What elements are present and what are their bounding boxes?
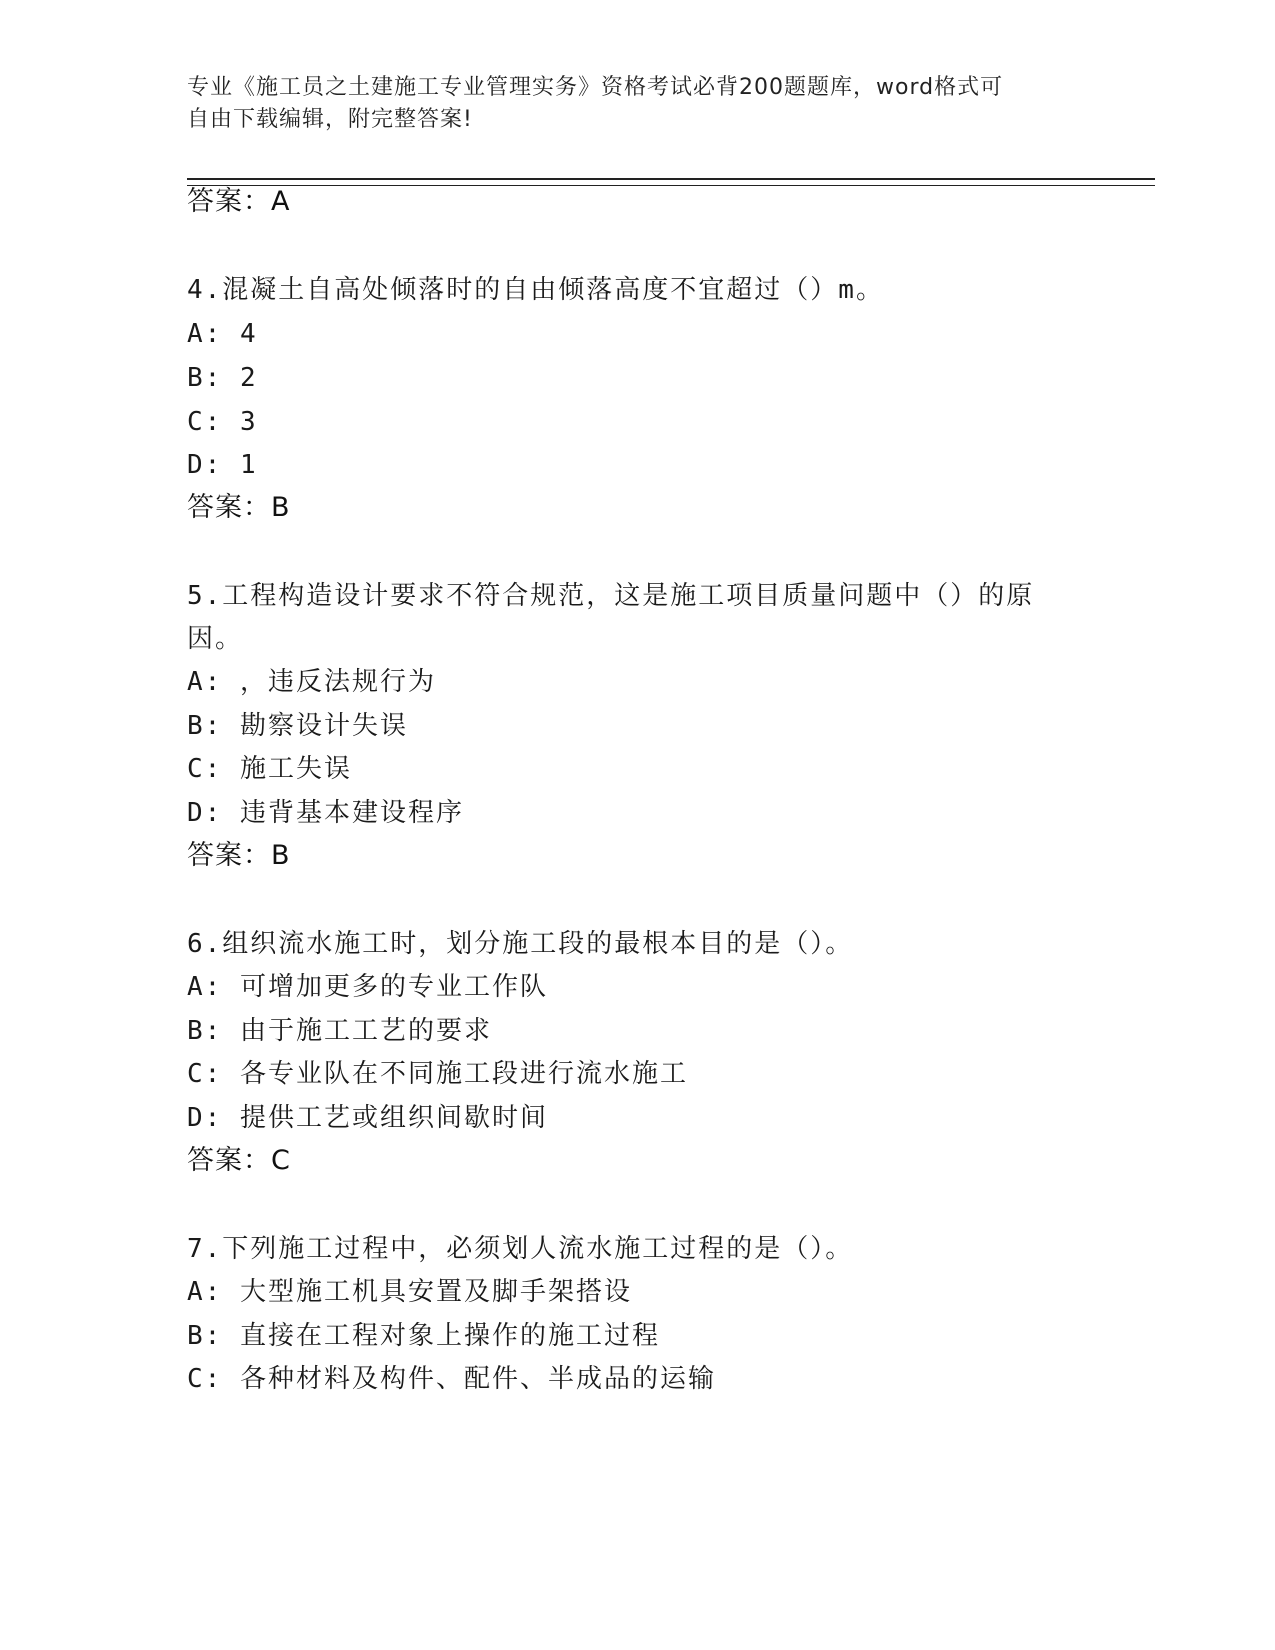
question-6-option-c: C: 各专业队在不同施工段进行流水施工	[187, 1059, 688, 1089]
question-7-option-a: A: 大型施工机具安置及脚手架搭设	[187, 1277, 632, 1307]
question-7-text: 7.下列施工过程中，必须划人流水施工过程的是（）。	[187, 1234, 854, 1264]
question-4-option-d: D: 1	[187, 450, 258, 480]
previous-answer: 答案：A	[187, 186, 291, 217]
question-6-option-d: D: 提供工艺或组织间歇时间	[187, 1103, 548, 1133]
question-7-option-c: C: 各种材料及构件、配件、半成品的运输	[187, 1364, 716, 1394]
document-header	[187, 72, 1067, 136]
question-4-text: 4.混凝土自高处倾落时的自由倾落高度不宜超过（）m。	[187, 275, 884, 305]
question-6-text: 6.组织流水施工时，划分施工段的最根本目的是（）。	[187, 929, 854, 959]
question-5-option-a: A: ，违反法规行为	[187, 667, 436, 697]
question-4-option-b: B: 2	[187, 363, 258, 393]
question-7-option-b: B: 直接在工程对象上操作的施工过程	[187, 1321, 660, 1351]
question-6-option-b: B: 由于施工工艺的要求	[187, 1016, 492, 1046]
question-5-option-d: D: 违背基本建设程序	[187, 798, 464, 828]
header-divider	[187, 178, 1155, 186]
header-title-line-2: 自由下载编辑，附完整答案!	[187, 107, 473, 132]
question-5-option-c: C: 施工失误	[187, 754, 352, 784]
question-4-option-a: A: 4	[187, 319, 258, 349]
question-5-text-line-1: 5.工程构造设计要求不符合规范，这是施工项目质量问题中（）的原	[187, 581, 1035, 611]
question-6-answer: 答案：C	[187, 1145, 291, 1176]
question-5-text-line-2: 因。	[187, 624, 244, 654]
question-4-answer: 答案：B	[187, 492, 291, 523]
question-4-option-c: C: 3	[187, 407, 258, 437]
question-5-option-b: B: 勘察设计失误	[187, 711, 408, 741]
question-6-option-a: A: 可增加更多的专业工作队	[187, 972, 548, 1002]
question-5-answer: 答案：B	[187, 840, 291, 871]
header-title-line-1: 专业《施工员之土建施工专业管理实务》资格考试必背200题题库，word格式可	[187, 75, 1004, 100]
